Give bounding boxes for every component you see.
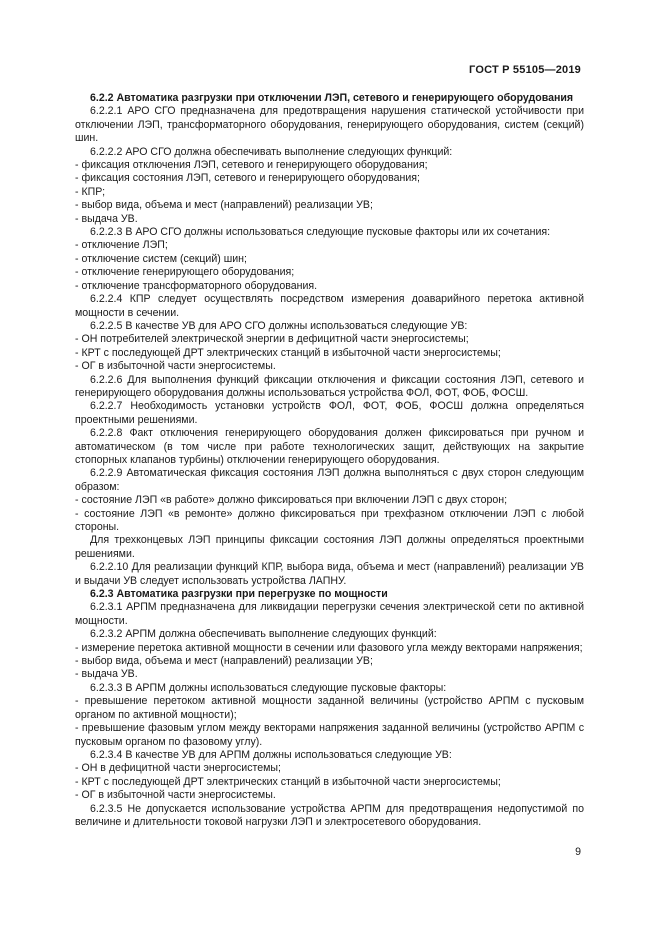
section-heading-6-2-3: 6.2.3 Автоматика разгрузки при перегрузке по мощности [90, 588, 388, 601]
clause-6-2-2-9: 6.2.2.9 Автоматическая фиксация состояния ЛЭП должна выполняться с двух сторон следующим образом: [75, 467, 584, 493]
list-item: - отключение генерирующего оборудования; [75, 266, 295, 279]
clause-6-2-3-4: 6.2.3.4 В качестве УВ для АРПМ должны использоваться следующие УВ: [90, 748, 452, 761]
list-item: - ОГ в избыточной части энергосистемы. [75, 360, 276, 373]
list-item: - выбор вида, объема и мест (направлений) реализации УВ; [75, 655, 373, 668]
clause-6-2-3-3: 6.2.3.3 В АРПМ должны использоваться следующие пусковые факторы: [90, 681, 447, 694]
clause-6-2-2-10: 6.2.2.10 Для реализации функций КПР, выбора вида, объема и мест (направлений) реализации УВ и выдачи УВ следует использовать устройства ЛАПНУ. [75, 561, 584, 587]
list-item: - состояние ЛЭП «в ремонте» должно фиксироваться при трехфазном отключении ЛЭП с любой стороны. [75, 507, 584, 533]
list-item: - фиксация отключения ЛЭП, сетевого и генерирующего оборудования; [75, 159, 428, 172]
list-item: - превышение фазовым углом между векторами напряжения заданной величины (устройство АРПМ с пусковым органом по фазовому углу). [75, 722, 584, 748]
list-item: - выбор вида, объема и мест (направлений) реализации УВ; [75, 199, 373, 212]
document-body [75, 92, 584, 829]
paragraph-three-terminal-lines: Для трехконцевых ЛЭП принципы фиксации состояния ЛЭП должны определяться проектными решениями. [75, 534, 584, 560]
list-item: - ОГ в избыточной части энергосистемы. [75, 789, 276, 802]
standard-code: ГОСТ Р 55105—2019 [469, 64, 581, 76]
clause-6-2-2-2: 6.2.2.2 АРО СГО должна обеспечивать выполнение следующих функций: [90, 145, 453, 158]
list-item: - КРТ с последующей ДРТ электрических станций в избыточной части энергосистемы; [75, 346, 501, 359]
list-item: - выдача УВ. [75, 212, 138, 225]
list-item: - фиксация состояния ЛЭП, сетевого и генерирующего оборудования; [75, 172, 420, 185]
list-item: - отключение ЛЭП; [75, 239, 168, 252]
list-item: - превышение перетоком активной мощности заданной величины (устройство АРПМ с пусковым органом по активной мощности); [75, 695, 584, 721]
list-item: - КРТ с последующей ДРТ электрических станций в избыточной части энергосистемы; [75, 775, 501, 788]
list-item: - состояние ЛЭП «в работе» должно фиксироваться при включении ЛЭП с двух сторон; [75, 494, 508, 507]
list-item: - КПР; [75, 185, 106, 198]
list-item: - отключение систем (секций) шин; [75, 252, 247, 265]
clause-6-2-2-7: 6.2.2.7 Необходимость установки устройств ФОЛ, ФОТ, ФОБ, ФОСШ должна определяться проектными решениями. [75, 400, 584, 426]
section-heading-6-2-2: 6.2.2 Автоматика разгрузки при отключении ЛЭП, сетевого и генерирующего оборудования [90, 92, 574, 104]
clause-6-2-3-2: 6.2.3.2 АРПМ должна обеспечивать выполнение следующих функций: [90, 628, 437, 641]
page-number: 9 [575, 846, 581, 858]
list-item: - ОН потребителей электрической энергии в дефицитной части энергосистемы; [75, 333, 469, 346]
clause-6-2-2-4: 6.2.2.4 КПР следует осуществлять посредством измерения доаварийного перетока активной мощности в сечении. [75, 293, 584, 319]
list-item: - измерение перетока активной мощности в сечении или фазового угла между векторами напряжения; [75, 641, 583, 654]
clause-6-2-2-6: 6.2.2.6 Для выполнения функций фиксации отключения и фиксации состояния ЛЭП, сетевого и генерирующего оборудования должны использоваться устройства ФОЛ, ФОТ, ФОБ, ФОСШ. [75, 373, 584, 399]
list-item: - выдача УВ. [75, 668, 138, 681]
clause-6-2-2-8: 6.2.2.8 Факт отключения генерирующего оборудования должен фиксироваться при ручном и автоматическом (в том числе при работе технологических защит, действующих на закрытие стопорных клапанов турбины) отключении генерирующего оборудования. [75, 427, 584, 466]
clause-6-2-3-1: 6.2.3.1 АРПМ предназначена для ликвидации перегрузки сечения электрической сети по активной мощности. [75, 601, 584, 627]
clause-6-2-2-1: 6.2.2.1 АРО СГО предназначена для предотвращения нарушения статической устойчивости при отключении ЛЭП, трансформаторного оборудования, генерирующего оборудования, систем (секций) шин. [75, 105, 584, 145]
clause-6-2-2-5: 6.2.2.5 В качестве УВ для АРО СГО должны использоваться следующие УВ: [90, 319, 468, 332]
list-item: - ОН в дефицитной части энергосистемы; [75, 762, 281, 775]
clause-6-2-3-5: 6.2.3.5 Не допускается использование устройства АРПМ для предотвращения недопустимой по величине и длительности токовой нагрузки ЛЭП и электросетевого оборудования. [75, 802, 584, 828]
list-item: - отключение трансформаторного оборудования. [75, 279, 318, 292]
clause-6-2-2-3: 6.2.2.3 В АРО СГО должны использоваться следующие пусковые факторы или их сочетания: [90, 226, 551, 239]
